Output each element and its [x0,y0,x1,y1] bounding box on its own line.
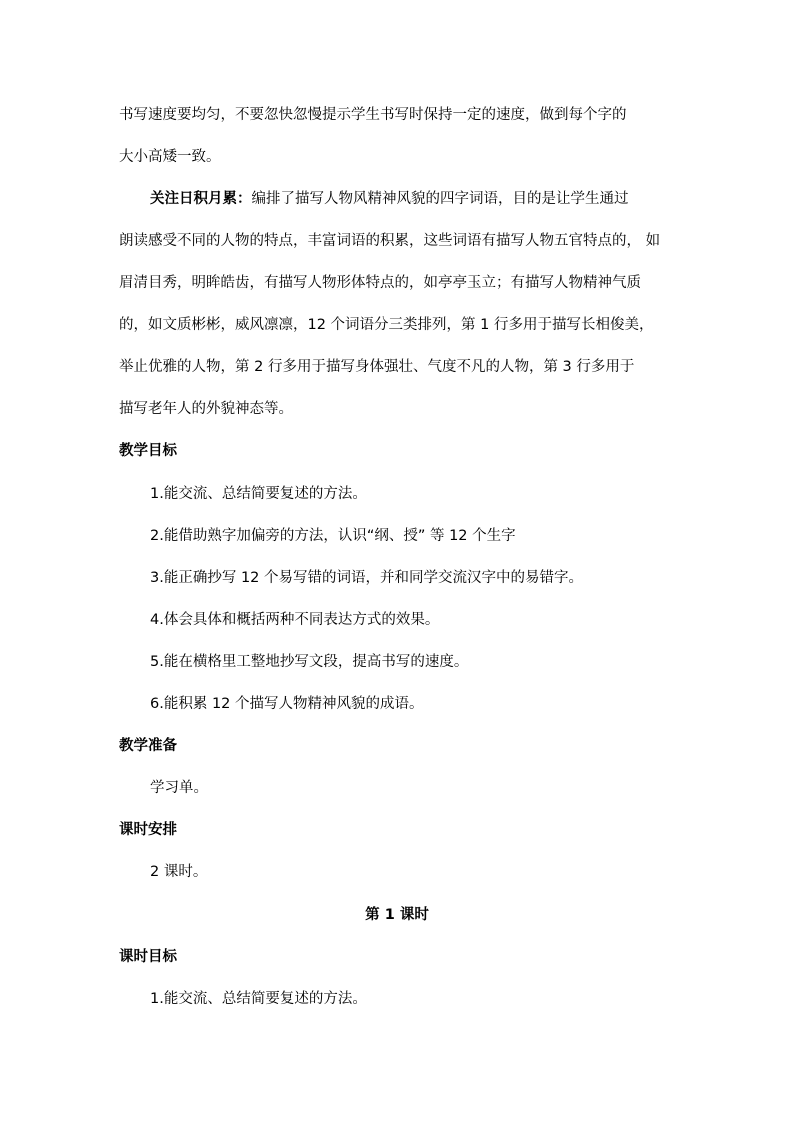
heading-lesson-goals: 课时目标 [119,949,177,965]
lesson-goal-item-1: 1.能交流、总结简要复述的方法。 [150,991,367,1007]
paragraph-2-lead: 关注日积月累： [150,191,252,207]
paragraph-1-line-1: 书写速度要均匀，不要忽快忽慢提示学生书写时保持一定的速度，做到每个字的 [119,107,627,123]
paragraph-2-line-1-rest: 编排了描写人物风精神风貌的四字词语，目的是让学生通过 [251,191,629,207]
goal-item-5: 5.能在横格里工整地抄写文段，提高书写的速度。 [150,654,469,670]
heading-teaching-goals: 教学目标 [119,443,177,459]
paragraph-2-line-5: 举止优雅的人物，第 2 行多用于描写身体强壮、气度不凡的人物，第 3 行多用于 [119,359,635,375]
goal-item-4: 4.体会具体和概括两种不同表达方式的效果。 [150,612,440,628]
paragraph-2-line-2: 朗读感受不同的人物的特点，丰富词语的积累，这些词语有描写人物五官特点的， 如 [119,233,661,249]
prep-text: 学习单。 [150,780,208,796]
goal-item-1: 1.能交流、总结简要复述的方法。 [150,486,367,502]
goal-item-3: 3.能正确抄写 12 个易写错的词语，并和同学交流汉字中的易错字。 [150,570,584,586]
paragraph-1-line-2: 大小高矮一致。 [119,149,221,165]
heading-teaching-prep: 教学准备 [119,738,177,754]
goal-item-6: 6.能积累 12 个描写人物精神风貌的成语。 [150,696,424,712]
heading-schedule: 课时安排 [119,822,177,838]
paragraph-2-line-1 [150,189,629,209]
goal-item-2: 2.能借助熟字加偏旁的方法，认识“纲、授” 等 12 个生字 [150,528,516,544]
paragraph-2-line-4: 的，如文质彬彬，威风凛凛，12 个词语分三类排列，第 1 行多用于描写长相俊美， [119,317,654,333]
paragraph-2-line-6: 描写老年人的外貌神态等。 [119,401,293,417]
schedule-text: 2 课时。 [150,864,208,880]
lesson-title: 第 1 课时 [365,907,429,923]
paragraph-2-line-3: 眉清目秀，明眸皓齿，有描写人物形体特点的，如亭亭玉立；有描写人物精神气质 [119,275,641,291]
